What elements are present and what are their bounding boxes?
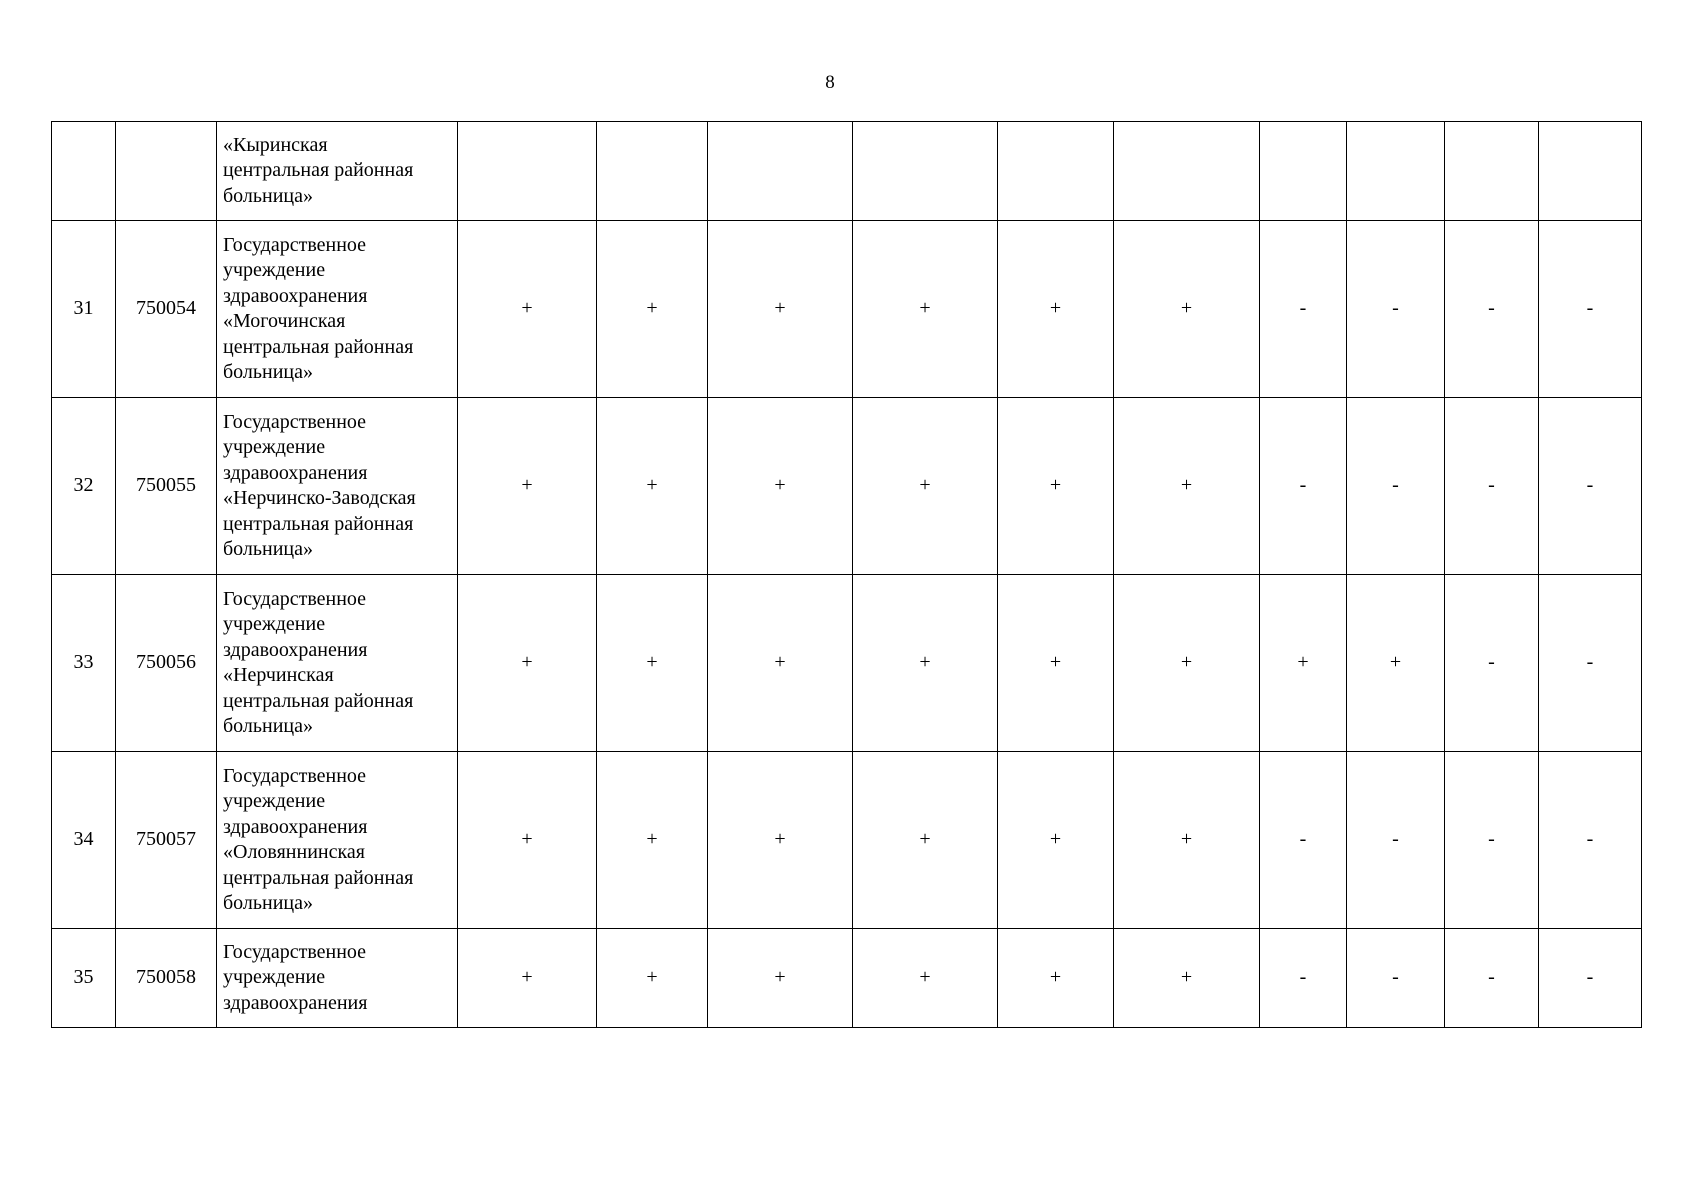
mark-cell: -: [1539, 929, 1642, 1028]
mark-cell: +: [1114, 221, 1260, 398]
mark-cell: -: [1539, 752, 1642, 929]
mark-cell: [853, 122, 998, 221]
row-number-cell: [52, 122, 116, 221]
code-cell: 750056: [116, 575, 217, 752]
mark-cell: [597, 122, 708, 221]
mark-cell: +: [458, 752, 597, 929]
institution-name-cell: Государственное учреждение здравоохранения «Нерчинско-Заводская центральная районная больница»: [217, 398, 458, 575]
mark-cell: +: [597, 221, 708, 398]
mark-cell: -: [1260, 398, 1347, 575]
table-row: [52, 752, 1642, 929]
mark-cell: +: [998, 398, 1114, 575]
code-cell: 750054: [116, 221, 217, 398]
mark-cell: [998, 122, 1114, 221]
institution-name-cell: Государственное учреждение здравоохранения «Нерчинская центральная районная больница»: [217, 575, 458, 752]
mark-cell: -: [1260, 929, 1347, 1028]
mark-cell: -: [1347, 221, 1445, 398]
mark-cell: -: [1347, 752, 1445, 929]
table-row: [52, 122, 1642, 221]
row-number-cell: 35: [52, 929, 116, 1028]
row-number-cell: 32: [52, 398, 116, 575]
row-number-cell: 31: [52, 221, 116, 398]
mark-cell: [1445, 122, 1539, 221]
mark-cell: +: [853, 575, 998, 752]
mark-cell: +: [708, 398, 853, 575]
page-number: 8: [825, 72, 835, 93]
mark-cell: +: [853, 929, 998, 1028]
hospital-table: [51, 121, 1642, 1028]
mark-cell: -: [1347, 929, 1445, 1028]
mark-cell: +: [597, 398, 708, 575]
table-row: [52, 575, 1642, 752]
mark-cell: +: [458, 398, 597, 575]
code-cell: 750057: [116, 752, 217, 929]
mark-cell: -: [1445, 929, 1539, 1028]
code-cell: [116, 122, 217, 221]
mark-cell: -: [1445, 398, 1539, 575]
mark-cell: [1114, 122, 1260, 221]
mark-cell: +: [597, 575, 708, 752]
row-number-cell: 34: [52, 752, 116, 929]
mark-cell: -: [1260, 752, 1347, 929]
mark-cell: -: [1539, 398, 1642, 575]
mark-cell: -: [1539, 221, 1642, 398]
mark-cell: +: [458, 929, 597, 1028]
mark-cell: [1539, 122, 1642, 221]
institution-name-cell: Государственное учреждение здравоохранения: [217, 929, 458, 1028]
table-row: [52, 398, 1642, 575]
mark-cell: -: [1539, 575, 1642, 752]
mark-cell: +: [853, 398, 998, 575]
mark-cell: +: [458, 575, 597, 752]
institution-name-cell: Государственное учреждение здравоохранения «Могочинская центральная районная больница»: [217, 221, 458, 398]
mark-cell: -: [1445, 752, 1539, 929]
mark-cell: +: [853, 221, 998, 398]
mark-cell: +: [998, 752, 1114, 929]
mark-cell: [1347, 122, 1445, 221]
mark-cell: +: [998, 575, 1114, 752]
institution-name-cell: «Кыринская центральная районная больница»: [217, 122, 458, 221]
mark-cell: +: [998, 221, 1114, 398]
mark-cell: +: [998, 929, 1114, 1028]
mark-cell: +: [708, 752, 853, 929]
row-number-cell: 33: [52, 575, 116, 752]
code-cell: 750058: [116, 929, 217, 1028]
mark-cell: -: [1347, 398, 1445, 575]
mark-cell: +: [1114, 398, 1260, 575]
mark-cell: [458, 122, 597, 221]
mark-cell: +: [708, 575, 853, 752]
mark-cell: +: [1260, 575, 1347, 752]
mark-cell: +: [708, 929, 853, 1028]
mark-cell: -: [1445, 221, 1539, 398]
code-cell: 750055: [116, 398, 217, 575]
mark-cell: +: [597, 752, 708, 929]
mark-cell: +: [1114, 575, 1260, 752]
mark-cell: [708, 122, 853, 221]
institution-name-cell: Государственное учреждение здравоохранения «Оловяннинская центральная районная больница»: [217, 752, 458, 929]
mark-cell: +: [853, 752, 998, 929]
mark-cell: +: [1114, 929, 1260, 1028]
mark-cell: [1260, 122, 1347, 221]
mark-cell: +: [708, 221, 853, 398]
mark-cell: +: [1347, 575, 1445, 752]
table-row: [52, 929, 1642, 1028]
mark-cell: -: [1260, 221, 1347, 398]
mark-cell: +: [597, 929, 708, 1028]
mark-cell: +: [1114, 752, 1260, 929]
mark-cell: -: [1445, 575, 1539, 752]
mark-cell: +: [458, 221, 597, 398]
table-row: [52, 221, 1642, 398]
